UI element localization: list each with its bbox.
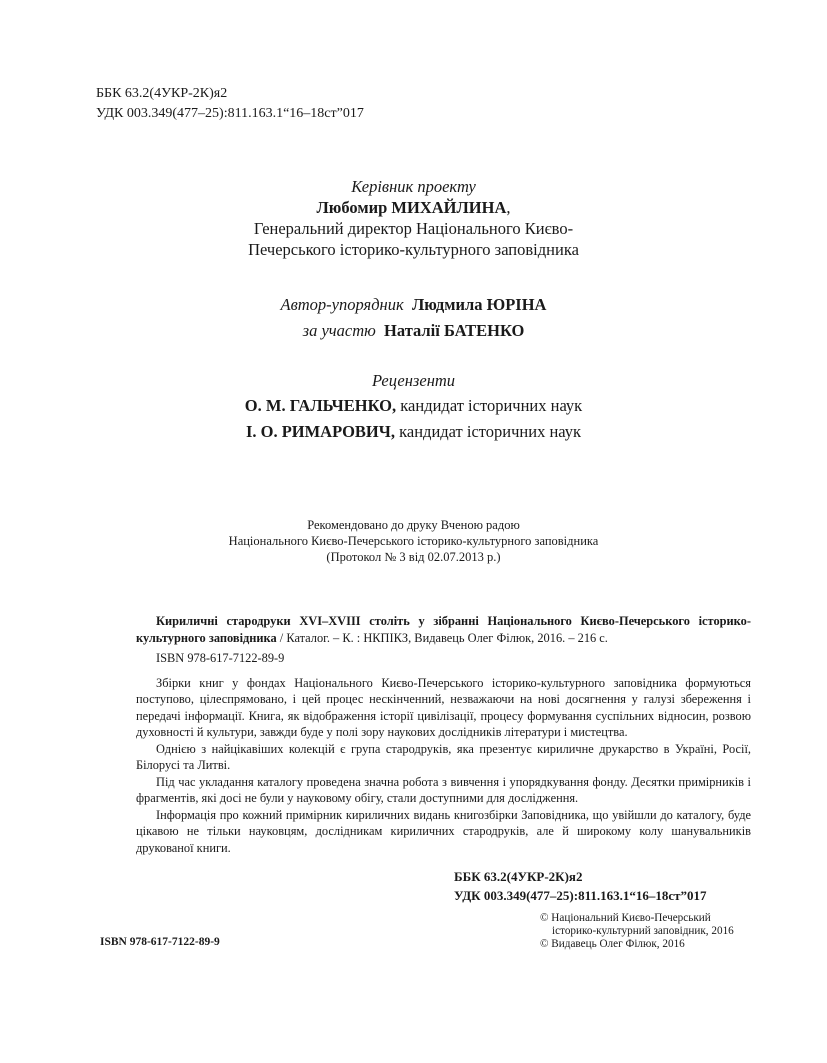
reviewers-title: Рецензенти xyxy=(371,371,456,390)
footer-codes xyxy=(454,867,707,905)
udk-code: УДК 003.349(477–25):811.163.1“16–18ст”017 xyxy=(96,106,364,121)
project-head-role: Керівник проекту xyxy=(351,177,476,196)
author-block xyxy=(0,294,827,341)
project-head-position-1: Генеральний директор Національного Києво- xyxy=(253,219,574,238)
reviewers-block xyxy=(0,370,827,442)
bbk-code: ББК 63.2(4УКР-2К)я2 xyxy=(96,86,228,101)
project-head-name: Любомир МИХАЙЛИНА, xyxy=(316,198,511,217)
copyright-line-3: © Видавець Олег Філюк, 2016 xyxy=(540,938,685,950)
participant-name: Наталії БАТЕНКО xyxy=(384,321,525,340)
participant-line xyxy=(0,320,827,341)
footer-bbk-code: ББК 63.2(4УКР-2К)я2 xyxy=(454,869,583,884)
project-head-position-2: Печерського історико-культурного заповідника xyxy=(248,240,579,259)
footer-udk-code: УДК 003.349(477–25):811.163.1“16–18ст”017 xyxy=(454,888,707,903)
copyright-line-2: історико-культурний заповідник, 2016 xyxy=(552,925,734,937)
catalog-title: Кириличні стародруки XVI–XVIII століть у зібранні Національного Києво-Печерського історико-культурного заповідника / Каталог. – К. : НКПІКЗ, Видавець Олег Філюк, 2016. – 216 с. xyxy=(136,614,751,645)
author-role: Автор-упорядник xyxy=(280,295,404,314)
recommendation-line-1: Рекомендовано до друку Вченою радою xyxy=(307,518,520,532)
catalog-description xyxy=(136,613,751,856)
catalog-paragraph: Однією з найцікавіших колекцій є група стародруків, яка презентує кириличне друкарство в Україні, Росії, Білорусі та Литві. xyxy=(136,741,751,772)
catalog-paragraph: Інформація про кожний примірник кириличних видань книгозбірки Заповідника, що увійшли до каталогу, буде цікавою не тільки науковцям, дослідникам кириличних стародруків, але й широкому колу шанувальників друкованої книги. xyxy=(136,807,751,855)
author-name: Людмила ЮРІНА xyxy=(411,295,547,314)
isbn-bottom: ISBN 978-617-7122-89-9 xyxy=(100,936,220,948)
copyright-block xyxy=(540,912,734,951)
recommendation-block xyxy=(0,517,827,565)
reviewer-1: О. М. ГАЛЬЧЕНКО, кандидат історичних наук xyxy=(244,396,583,415)
author-line xyxy=(0,294,827,315)
copyright-line-1: © Національний Києво-Печерський xyxy=(540,912,711,924)
participation-label: за участю xyxy=(302,321,376,340)
header-codes xyxy=(96,84,364,124)
project-head-block xyxy=(0,176,827,260)
catalog-paragraph: Під час укладання каталогу проведена значна робота з вивчення і упорядкування фонду. Десятки примірників і фрагментів, які досі не були у науковому обігу, стали доступними для дослідження. xyxy=(136,774,751,805)
catalog-paragraph: Збірки книг у фондах Національного Києво-Печерського історико-культурного заповідника формуються поступово, цілеспрямовано, і цей процес нескінченний, незважаючи на нові досягнення у галузі збереження і передачі інформації. Книга, як відображення історії цивілізації, процесу формування суспільних відносин, розвою духовності й культури, завжди буде у полі зору наукових дослідників літератури і мистецтва. xyxy=(136,675,751,739)
reviewer-2: І. О. РИМАРОВИЧ, кандидат історичних наук xyxy=(245,422,582,441)
recommendation-line-3: (Протокол № 3 від 02.07.2013 р.) xyxy=(326,550,501,564)
recommendation-line-2: Національного Києво-Печерського історико-культурного заповідника xyxy=(228,534,599,548)
catalog-isbn: ISBN 978-617-7122-89-9 xyxy=(156,651,285,665)
